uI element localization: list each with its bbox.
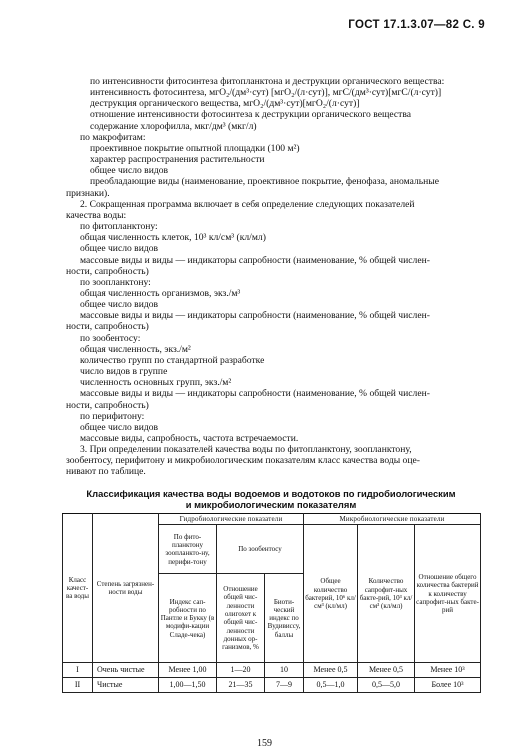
header-total-bacteria: Общее количество бактерий, 10⁶ кл/см³ (кл/мл) xyxy=(304,525,358,663)
text-line: массовые виды, сапробность, частота встречаемости. xyxy=(80,433,299,444)
table-title-line: Классификация качества воды водоемов и водотоков по гидробиологическим xyxy=(86,488,456,499)
text-line: качества воды: xyxy=(66,209,127,221)
text-line: общее число видов xyxy=(80,421,159,433)
cell-total-bacteria: Менее 0,5 xyxy=(304,663,358,678)
text-line: по зоопланктону: xyxy=(80,276,151,288)
text-line: проективное покрытие опытной площадки (100 м²) xyxy=(90,142,300,154)
header-zoobenthos: По зообентосу xyxy=(217,525,304,574)
text-line: общая численность клеток, 10³ кл/см³ (кл/мл) xyxy=(80,232,266,244)
cell-saprobity: 1,00—1,50 xyxy=(159,678,217,693)
header-phyto-zoo: По фито-планктону зоопланкто-ну, перифи-тону xyxy=(159,525,217,574)
text-line: 2. Сокращенная программа включает в себя определение следующих показателей xyxy=(80,198,415,210)
text-line: по макрофитам: xyxy=(80,131,146,143)
text-line: ности, сапробность) xyxy=(66,321,149,333)
text-line: характер распространения растительности xyxy=(90,154,265,166)
table-row xyxy=(63,678,481,693)
header-saprobity-index: Индекс сап-робности по Пантле и Букку (в модифи-кации Сладе-чека) xyxy=(159,574,217,663)
text-line: общая численность организмов, экз./м³ xyxy=(80,287,241,299)
text-line: численность основных групп, экз./м² xyxy=(80,377,232,389)
cell-degree: Чистые xyxy=(93,678,159,693)
text-line: зообентосу, перифитону и микробиологическим показателям класс качества воды оце- xyxy=(66,455,420,467)
cell-class: I xyxy=(63,663,93,678)
text-line: отношение интенсивности фотосинтеза к деструкции органического вещества xyxy=(90,109,411,121)
header-class: Класс качест-ва воды xyxy=(63,514,93,663)
header-saprophytes: Количество сапрофит-ных бакте-рий, 10³ кл/см³ (кл/мл) xyxy=(358,525,415,663)
cell-ratio: Менее 10³ xyxy=(415,663,481,678)
header-biotic-index: Биоти-ческий индекс по Вудивиссу, баллы xyxy=(265,574,304,663)
text-line: 3. При определении показателей качества воды по фитопланктону, зоопланктону, xyxy=(80,444,412,456)
standard-header: ГОСТ 17.1.3.07—82 С. 9 xyxy=(348,19,485,31)
table-row xyxy=(63,663,481,678)
cell-total-bacteria: 0,5—1,0 xyxy=(304,678,358,693)
text-line: деструкция органического вещества, мгО₂/(дм³·сут)[мгО₂/(л·сут)] xyxy=(90,98,360,110)
table-title-line: и микробиологическим показателям xyxy=(185,499,357,510)
text-line: по перифитону: xyxy=(80,410,145,422)
header-degree: Степень загрязнен-ности воды xyxy=(93,514,159,663)
text-line: нивают по таблице. xyxy=(66,466,146,478)
text-line: по зообентосу: xyxy=(80,332,141,344)
text-line: по фитопланктону: xyxy=(80,221,158,233)
header-ratio-bacteria: Отношение общего количества бактерий к количеству сапрофит-ных бакте-рий xyxy=(415,525,481,663)
text-line: ности, сапробность) xyxy=(66,399,149,411)
text-line: массовые виды и виды — индикаторы сапробности (наименование, % общей числен- xyxy=(80,310,430,322)
cell-biotic: 7—9 xyxy=(265,678,304,693)
cell-saprophytes: 0,5—5,0 xyxy=(358,678,415,693)
text-line: содержание хлорофилла, мкг/дм³ (мкг/л) xyxy=(90,120,257,132)
text-line: число видов в группе xyxy=(80,366,168,378)
text-line: общее число видов xyxy=(80,299,159,311)
cell-biotic: 10 xyxy=(265,663,304,678)
cell-oligochaete: 1—20 xyxy=(217,663,265,678)
page-number: 159 xyxy=(257,738,272,749)
body-text xyxy=(66,76,480,478)
cell-saprophytes: Менее 0,5 xyxy=(358,663,415,678)
text-line: преобладающие виды (наименование, проективное покрытие, фенофаза, аномальные xyxy=(90,176,440,188)
table-title xyxy=(62,488,480,510)
header-oligochaete-ratio: Отношение общей чис-ленности олигохет к общей чис-ленности донных ор-ганизмов, % xyxy=(217,574,265,663)
classification-table xyxy=(62,513,481,693)
header-hydrobio: Гидробиологические показатели xyxy=(159,514,304,525)
text-line: по интенсивности фитосинтеза фитопланктона и деструкции органического вещества: xyxy=(90,76,445,87)
cell-ratio: Более 10³ xyxy=(415,678,481,693)
text-line: массовые виды и виды — индикаторы сапробности (наименование, % общей числен- xyxy=(80,254,430,266)
text-line: признаки). xyxy=(66,187,110,199)
text-line: общая численность, экз./м² xyxy=(80,343,191,355)
cell-oligochaete: 21—35 xyxy=(217,678,265,693)
text-line: общее число видов xyxy=(80,243,159,255)
text-line: интенсивность фотосинтеза, мгО₂/(дм³·сут) [мгО₂/(л·сут)], мгС/(дм³·сут)[мгС/(л·сут)] xyxy=(90,87,442,99)
cell-class: II xyxy=(63,678,93,693)
cell-saprobity: Менее 1,00 xyxy=(159,663,217,678)
header-microbio: Микробиологические показатели xyxy=(304,514,481,525)
cell-degree: Очень чистые xyxy=(93,663,159,678)
text-line: массовые виды и виды — индикаторы сапробности (наименование, % общей числен- xyxy=(80,388,430,400)
text-line: общее число видов xyxy=(90,165,169,177)
text-line: ности, сапробность) xyxy=(66,265,149,277)
text-line: количество групп по стандартной разработке xyxy=(80,354,265,366)
